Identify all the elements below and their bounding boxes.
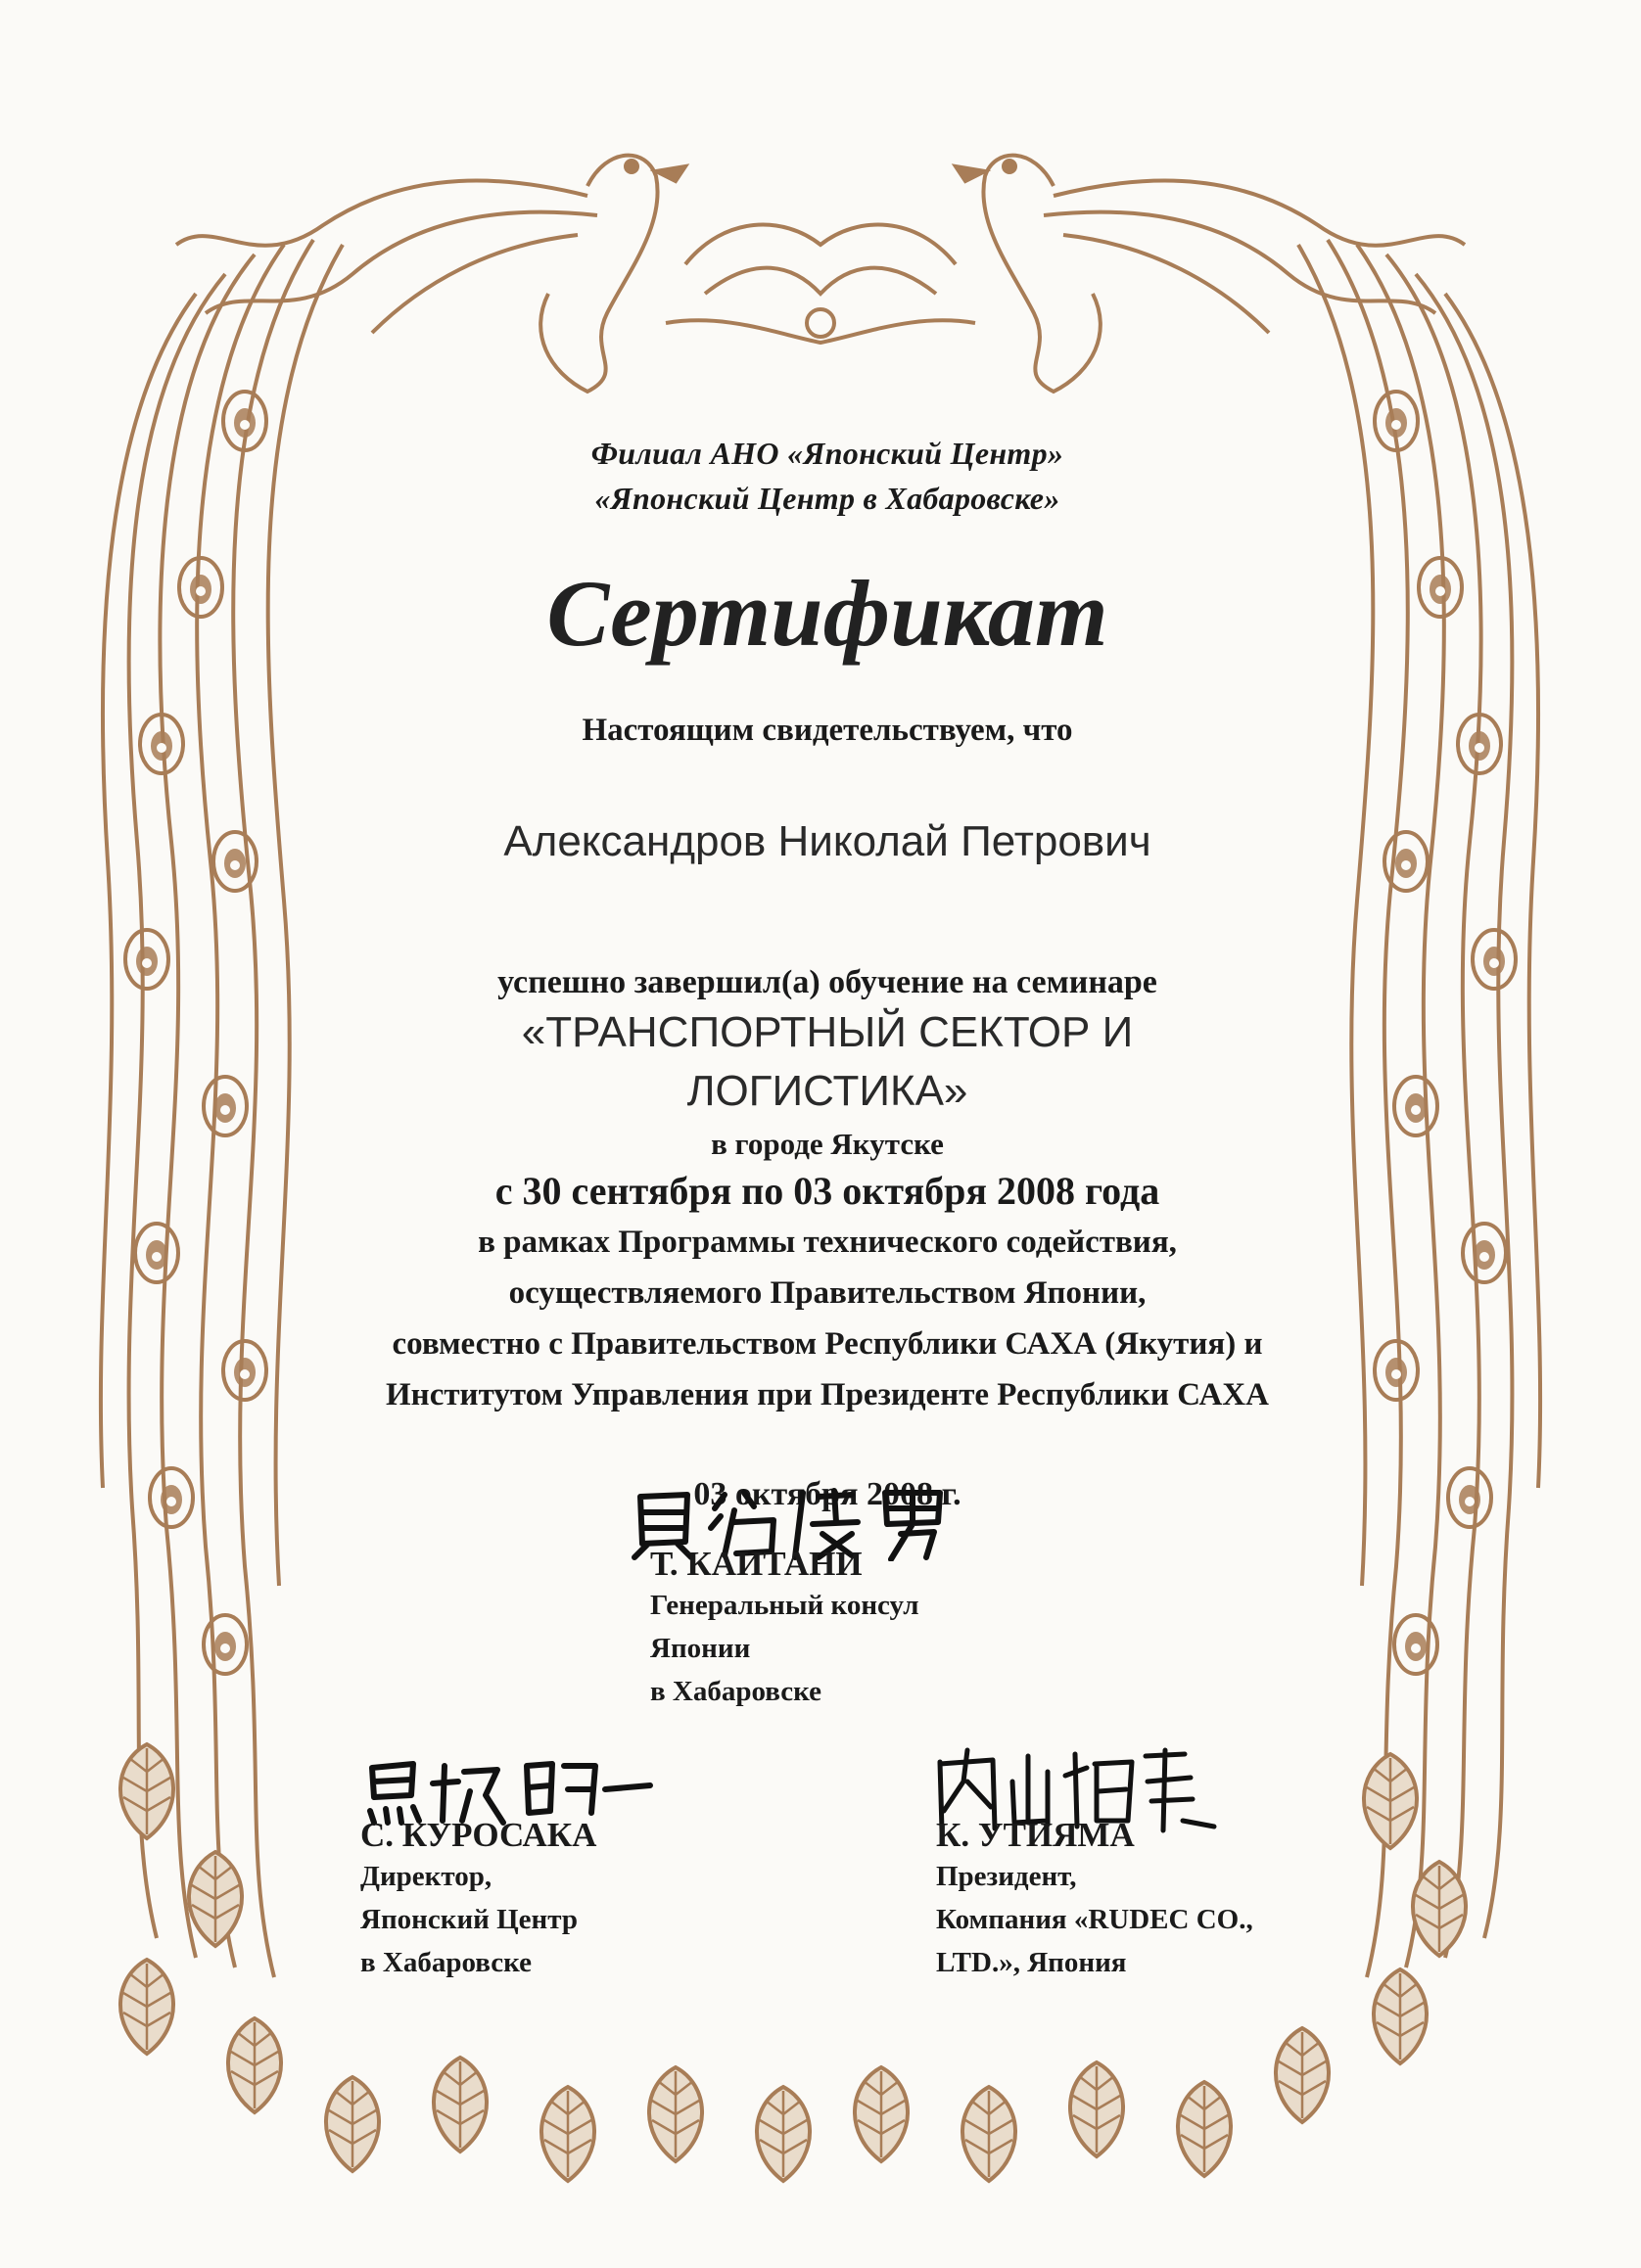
seminar-title-line-2: ЛОГИСТИКА»	[686, 1067, 968, 1115]
program-line-2: осуществляемого Правительством Японии,	[508, 1275, 1147, 1311]
program-line-1: в рамках Программы технического содействия,	[478, 1225, 1177, 1260]
certificate-title: Сертификат	[546, 561, 1108, 666]
president-name: К. УТИЯМА	[936, 1816, 1135, 1854]
seminar-title-line-1: «ТРАНСПОРТНЫЙ СЕКТОР И	[521, 1008, 1134, 1056]
consul-role-line-1: Генеральный консул	[650, 1590, 919, 1621]
program-line-4: Институтом Управления при Президенте Республики САХА	[386, 1377, 1269, 1412]
feather-eyes-left	[125, 392, 266, 1674]
completion-text: успешно завершил(а) обучение на семинаре	[497, 964, 1157, 1000]
seminar-city: в городе Якутске	[711, 1127, 944, 1161]
phoenix-right-icon	[956, 156, 1465, 392]
director-role-line-3: в Хабаровске	[360, 1947, 533, 1978]
seminar-dates: с 30 сентября по 03 октября 2008 года	[494, 1169, 1160, 1213]
consul-role-line-3: в Хабаровске	[650, 1676, 822, 1707]
certificate-body	[323, 431, 1332, 1513]
organization-line-1: Филиал АНО «Японский Центр»	[590, 436, 1064, 471]
director-role-line-1: Директор,	[360, 1861, 492, 1892]
leaf-border-bottom	[120, 1744, 1466, 2181]
director-name: С. КУРОСАКА	[360, 1816, 597, 1854]
president-role-line-3: LTD.», Япония	[936, 1947, 1127, 1978]
organization-line-2: «Японский Центр в Хабаровске»	[594, 481, 1060, 516]
consul-role-line-2: Японии	[650, 1633, 751, 1664]
recipient-name: Александров Николай Петрович	[503, 817, 1151, 865]
president-role-line-1: Президент,	[936, 1861, 1077, 1892]
director-role-line-2: Японский Центр	[360, 1904, 578, 1935]
phoenix-left-icon	[176, 156, 685, 392]
cloud-ornament-icon	[666, 225, 975, 343]
consul-name: Т. КАИТАНИ	[650, 1545, 863, 1583]
consul-signature-block	[650, 1545, 919, 1713]
feather-eyes-right	[1375, 392, 1516, 1674]
program-line-3: совместно с Правительством Республики САХА (Якутия) и	[392, 1326, 1263, 1362]
intro-text: Настоящим свидетельствуем, что	[582, 713, 1073, 748]
president-role-line-2: Компания «RUDEC CO.,	[936, 1904, 1253, 1935]
president-signature-block	[936, 1816, 1253, 1984]
issue-date: 03 октября 2008 г.	[693, 1476, 961, 1512]
director-signature-block	[360, 1816, 596, 1984]
